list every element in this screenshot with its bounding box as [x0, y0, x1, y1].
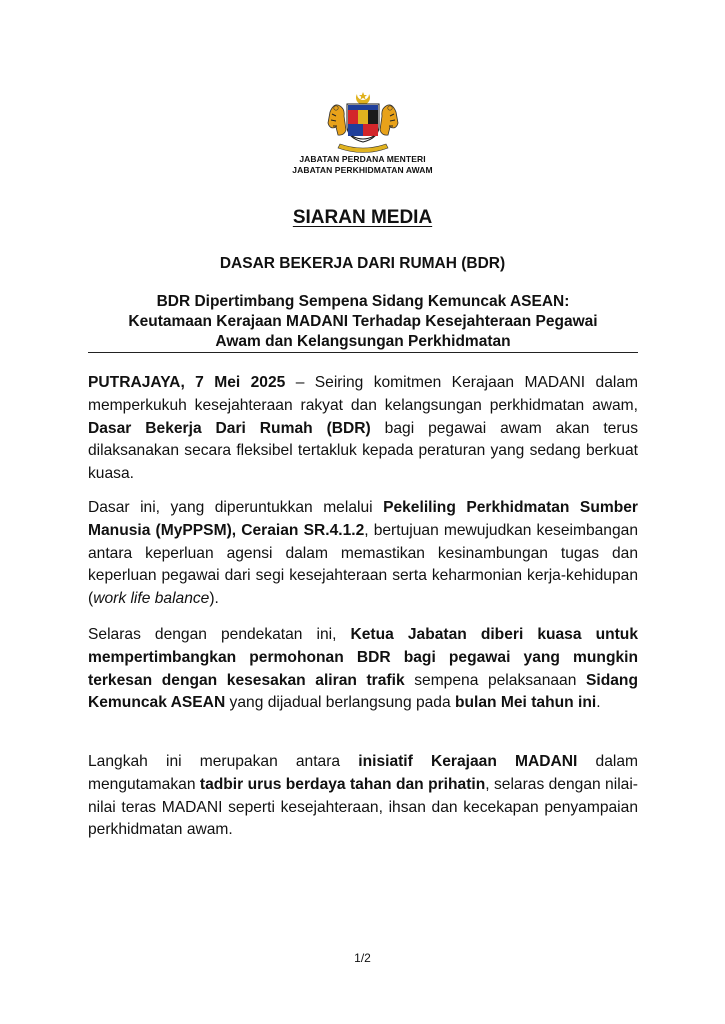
paragraph-1	[88, 372, 638, 486]
paragraph-3	[88, 624, 638, 715]
paragraph-2-text-a: Dasar ini, yang diperuntukkan melalui	[88, 499, 384, 516]
paragraph-2-text-b: , bertujuan mewujudkan keseimbangan antara keperluan agensi dalam memastikan kesinambungan tugas dan keperluan pegawai dari segi kesejahteraan serta keharmonian kerja-kehidupan (	[88, 521, 638, 608]
paragraph-2-text-c: ).	[209, 590, 219, 608]
paragraph-4-text-a: Langkah ini merupakan antara	[88, 753, 359, 770]
paragraph-1-text-a: – Seiring komitmen Kerajaan MADANI dalam memperkukuh kesejahteraan rakyat dan kelangsungan perkhidmatan awam,	[88, 374, 638, 414]
page-number: 1/2	[354, 951, 371, 965]
subtitle-line-1: BDR Dipertimbang Sempena Sidang Kemuncak ASEAN:	[156, 293, 570, 310]
asean-summit: Sidang Kemuncak ASEAN	[88, 671, 638, 712]
document-subtitle	[88, 292, 638, 352]
policy-name: Dasar Bekerja Dari Rumah (BDR)	[88, 419, 371, 437]
document-topic: DASAR BEKERJA DARI RUMAH (BDR)	[219, 255, 506, 272]
organisation-header	[0, 154, 725, 176]
org-line-prime-minister-dept: JABATAN PERDANA MENTERI	[299, 154, 426, 164]
dateline: PUTRAJAYA, 7 Mei 2025	[88, 374, 286, 391]
paragraph-3-text-c: yang dijadual berlangsung pada	[225, 694, 455, 712]
paragraph-3-text-a: Selaras dengan pendekatan ini,	[88, 626, 351, 643]
work-life-balance-term: work life balance	[93, 590, 210, 608]
malaysia-coat-of-arms-logo	[318, 90, 408, 156]
madani-initiative: inisiatif Kerajaan MADANI	[358, 753, 578, 770]
paragraph-4	[88, 751, 638, 842]
governance-principle: tadbir urus berdaya tahan dan prihatin	[199, 775, 486, 793]
paragraph-3-text-d: .	[596, 694, 601, 712]
horizontal-rule	[88, 352, 638, 353]
department-head-authority: Ketua Jabatan diberi kuasa untuk mempertimbangkan permohonan BDR bagi pegawai yang mungkin terkesan dengan kesesakan aliran trafik	[88, 626, 639, 689]
document-title: SIARAN MEDIA	[292, 207, 433, 228]
paragraph-1-text-b: bagi pegawai awam akan terus dilaksanakan secara fleksibel tertakluk kepada peraturan yang sedang berkuat kuasa.	[88, 419, 639, 483]
paragraph-2	[88, 497, 638, 611]
paragraph-4-text-b: dalam mengutamakan	[88, 753, 638, 793]
paragraph-4-text-c: , selaras dengan nilai-nilai teras MADANI seperti kesejahteraan, ihsan dan kecekapan penyampaian perkhidmatan awam.	[88, 775, 638, 839]
subtitle-line-3: Awam dan Kelangsungan Perkhidmatan	[215, 333, 511, 350]
subtitle-line-2: Keutamaan Kerajaan MADANI Terhadap Kesejahteraan Pegawai	[128, 313, 598, 330]
circular-reference: Pekeliling Perkhidmatan Sumber Manusia (MyPPSM), Ceraian SR.4.1.2	[88, 499, 638, 539]
paragraph-3-text-b: sempena pelaksanaan	[404, 671, 586, 689]
summit-date: bulan Mei tahun ini	[454, 694, 597, 712]
org-line-public-service-dept: JABATAN PERKHIDMATAN AWAM	[292, 165, 433, 175]
